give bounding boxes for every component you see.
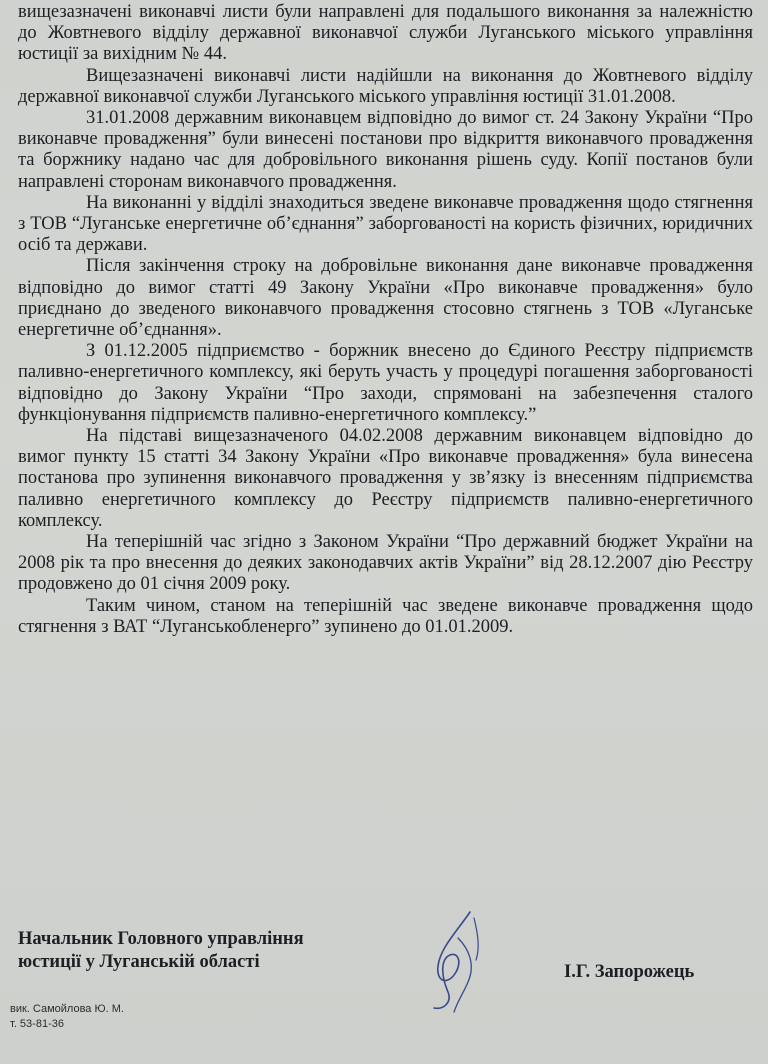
paragraph: На теперішній час згідно з Законом України “Про державний бюджет України на 2008 рік та про внесення до деяких законодавчих актів України” від 28.12.2007 дію Реєстру продовжено до 01 січня 2009 року. xyxy=(18,532,753,595)
paragraph: З 01.12.2005 підприємство - боржник внесено до Єдиного Реєстру підприємств паливно-енергетичного комплексу, які беруть участь у процедурі погашення заборгованості відповідно до Закону України “Про заходи, спрямовані на забезпечення сталого функціонування підприємств паливно-енергетичного комплексу.” xyxy=(18,341,753,425)
paragraph: 31.01.2008 державним виконавцем відповідно до вимог ст. 24 Закону України “Про виконавче провадження” були винесені постанови про відкриття виконавчого провадження та боржнику надано час для добровільного виконання рішень суду. Копії постанов були направлені сторонам виконавчого провадження. xyxy=(18,108,753,192)
document-body xyxy=(18,2,753,638)
paragraph: Таким чином, станом на теперішній час зведене виконавче провадження щодо стягнення з ВАТ “Луганськобленерго” зупинено до 01.01.2009. xyxy=(18,595,753,637)
signature-icon xyxy=(418,908,498,1018)
executor-info xyxy=(10,1002,124,1032)
paragraph: На підставі вищезазначеного 04.02.2008 державним виконавцем відповідно до вимог пункту 15 статті 34 Закону України «Про виконавче провадження» була винесена постанова про зупинення виконавчого провадження у зв’язку із внесенням підприємства паливно енергетичного комплексу до Реєстру підприємств паливно-енергетичного комплексу. xyxy=(18,426,753,531)
paragraph: вищезазначені виконавчі листи були направлені для подальшого виконання за належністю до Жовтневого відділу державної виконавчої служби Луганського міського управління юстиції за вихідним № 44. xyxy=(18,2,753,65)
signatory-title xyxy=(18,928,304,974)
executor-phone: т. 53-81-36 xyxy=(10,1018,64,1030)
paragraph: Вищезазначені виконавчі листи надійшли на виконання до Жовтневого відділу державної виконавчої служби Луганського міського управління юстиції 31.01.2008. xyxy=(18,65,753,107)
signatory-name: І.Г. Запорожець xyxy=(564,962,695,982)
signatory-title-line1: Начальник Головного управління xyxy=(18,929,304,949)
executor-name: вик. Самойлова Ю. М. xyxy=(10,1003,124,1015)
signatory-title-line2: юстиції у Луганській області xyxy=(18,952,260,972)
paragraph: На виконанні у відділі знаходиться зведене виконавче провадження щодо стягнення з ТОВ “Луганське енергетичне об’єднання” заборгованості на користь фізичних, юридичних осіб та держави. xyxy=(18,192,753,256)
paragraph: Після закінчення строку на добровільне виконання дане виконавче провадження відповідно до вимог статті 49 Закону України «Про виконавче провадження» було приєднано до зведеного виконавчого провадження стосовно стягнень з ТОВ «Луганське енергетичне об’єднання». xyxy=(18,256,753,341)
